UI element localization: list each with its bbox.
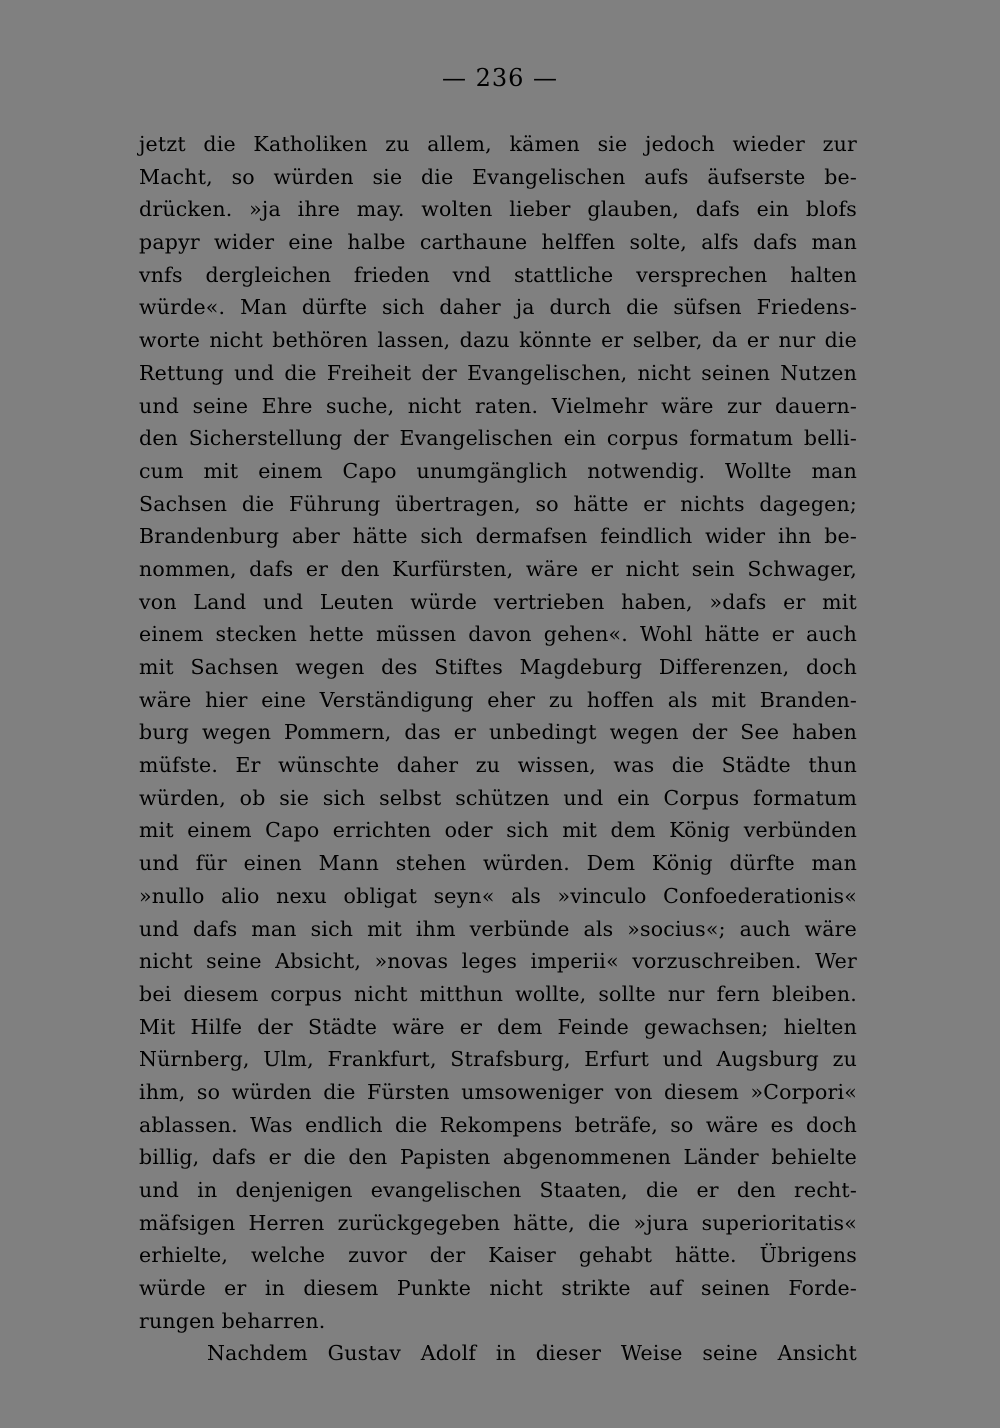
text-line: und seine Ehre suche, nicht raten. Vielmehr wäre zur dauern- [139,393,857,418]
text-line: Rettung und die Freiheit der Evangelischen, nicht seinen Nutzen [139,360,857,385]
text-line: einem stecken hette müssen davon gehen«. Wohl hätte er auch [139,622,857,647]
text-line: erhielte, welche zuvor der Kaiser gehabt hätte. Übrigens [139,1243,857,1268]
text-line: Sachsen die Führung übertragen, so hätte er nichts dagegen; [139,491,857,516]
text-line: jetzt die Katholiken zu allem, kämen sie jedoch wieder zur [139,132,857,156]
text-line: und in denjenigen evangelischen Staaten, die er den recht- [139,1178,857,1202]
text-line: ihm, so würden die Fürsten umsoweniger von diesem »Corpori« [139,1079,857,1104]
text-line: und für einen Mann stehen würden. Dem König dürfte man [139,851,857,876]
text-line: Brandenburg aber hätte sich dermafsen feindlich wider ihn be- [139,524,857,549]
text-line: und dafs man sich mit ihm verbünde als »socius«; auch wäre [139,916,857,941]
text-line: mit einem Capo errichten oder sich mit dem König verbünden [139,818,857,843]
text-line: Mit Hilfe der Städte wäre er dem Feinde gewachsen; hielten [139,1014,857,1039]
text-line: Nachdem Gustav Adolf in dieser Weise seine Ansicht [207,1341,857,1366]
text-line: den Sicherstellung der Evangelischen ein corpus formatum belli- [139,426,857,451]
text-line: burg wegen Pommern, das er unbedingt wegen der See haben [139,720,857,745]
text-line: würden, ob sie sich selbst schützen und ein Corpus formatum [139,785,857,810]
text-line: bei diesem corpus nicht mitthun wollte, sollte nur fern bleiben. [139,981,857,1006]
text-line: cum mit einem Capo unumgänglich notwendig. Wollte man [139,458,857,483]
text-line: Nürnberg, Ulm, Frankfurt, Strafsburg, Erfurt und Augsburg zu [139,1047,857,1072]
text-line: billig, dafs er die den Papisten abgenommenen Länder behielte [139,1145,857,1170]
text-line: mäfsigen Herren zurückgegeben hätte, die »jura superioritatis« [139,1210,857,1235]
text-line: papyr wider eine halbe carthaune helffen solte, alfs dafs man [139,230,857,255]
text-line: müfste. Er wünschte daher zu wissen, was die Städte thun [139,753,857,778]
text-line: rungen beharren. [139,1308,326,1333]
text-line: würde«. Man dürfte sich daher ja durch die süfsen Friedens- [139,295,857,320]
text-line: würde er in diesem Punkte nicht strikte auf seinen Forde- [139,1276,857,1301]
text-line: wäre hier eine Verständigung eher zu hoffen als mit Branden- [139,687,857,712]
text-line: worte nicht bethören lassen, dazu könnte er selber, da er nur die [139,328,857,353]
body-text [139,128,857,1370]
text-line: vnfs dergleichen frieden vnd stattliche versprechen halten [139,262,857,287]
text-line: nommen, dafs er den Kurfürsten, wäre er nicht sein Schwager, [139,556,857,581]
text-line: »nullo alio nexu obligat seyn« als »vinculo Confoederationis« [139,883,857,908]
page-number: — 236 — [441,64,559,92]
text-line: drücken. »ja ihre may. wolten lieber glauben, dafs ein blofs [139,197,857,222]
text-line: Macht, so würden sie die Evangelischen aufs äufserste be- [139,164,857,189]
text-line: von Land und Leuten würde vertrieben haben, »dafs er mit [139,589,857,614]
text-line: ablassen. Was endlich die Rekompens beträfe, so wäre es doch [139,1112,857,1137]
text-line: nicht seine Absicht, »novas leges imperii« vorzuschreiben. Wer [139,949,857,974]
text-line: mit Sachsen wegen des Stiftes Magdeburg Differenzen, doch [139,655,857,679]
